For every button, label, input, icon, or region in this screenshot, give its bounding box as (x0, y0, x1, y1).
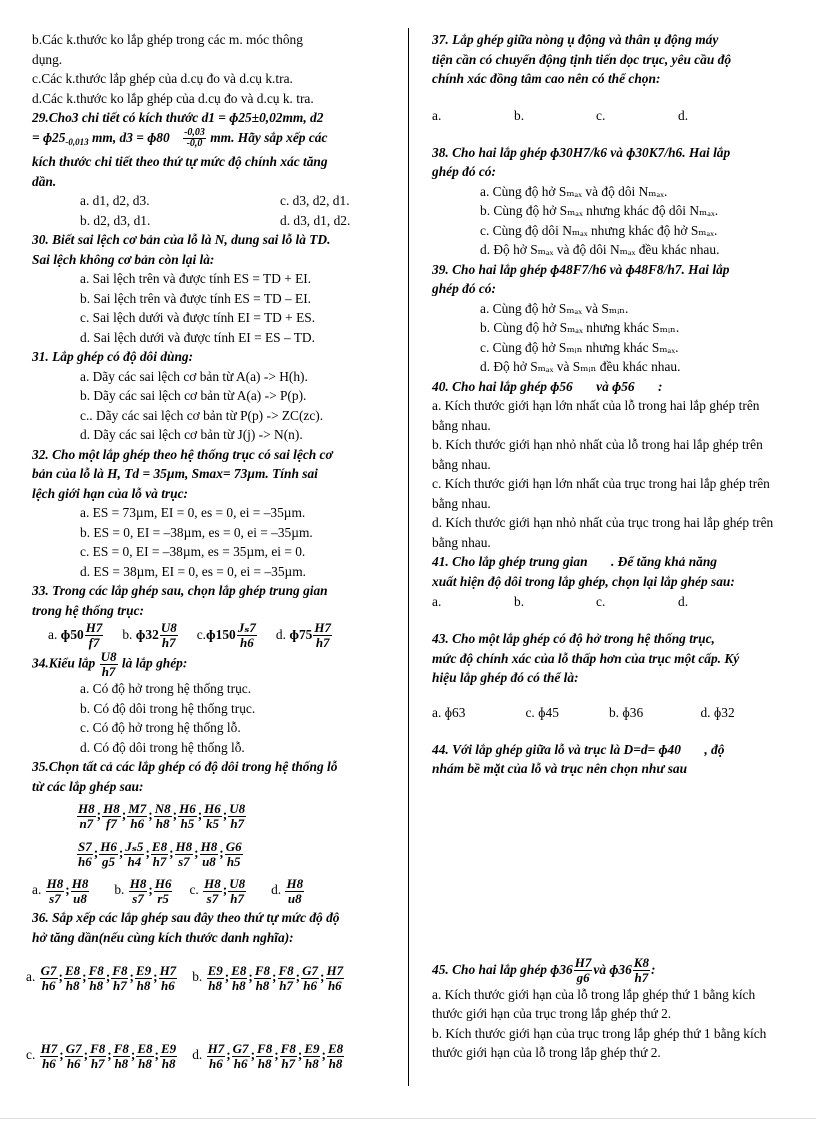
q35-row2-fit-6 (200, 840, 219, 869)
q28-option-c: c.Các k.thước lắp ghép của d.cụ đo và d.cụ k.tra. (32, 71, 293, 86)
q36-option-d: d. $\frac{H7}{h6}$ ; $\frac{G7}{h6}$ ; $\frac{F8}{h8}$ ; $\frac{F8}{h7}$ ; $\frac{E9}{h8}$ ; $\frac{E8}{h8}$ (192, 1040, 344, 1071)
q36-c-fit-6-numerator: E9 (161, 1040, 177, 1056)
q36-b-fit-3 (254, 964, 271, 993)
q36-b-fit-5 (301, 964, 319, 993)
q35-a-fit-2 (71, 877, 90, 906)
q35-row1-fit-6 (203, 802, 222, 831)
q36-b-fit-3-numerator: F8 (254, 962, 271, 978)
q35-row1-fit-2-numerator: H8 (103, 800, 120, 816)
q35-row2-fit-1 (77, 840, 93, 869)
q37-option-d: d. (678, 107, 689, 123)
q36-b-fit-5-denominator: h6 (303, 977, 317, 993)
separator: ; (295, 969, 301, 985)
separator: ; (65, 882, 70, 898)
q35-row1-fit-5-numerator: H6 (179, 800, 196, 816)
q31-option-c: c.. Dãy các sai lệch cơ bản từ P(p) -> ZC(zc). (80, 407, 324, 423)
q35-row1-fit-4 (154, 802, 172, 831)
q29-option-d: d. d3, d1, d2. (280, 212, 351, 228)
q36-a-fit-2-numerator: E8 (65, 962, 81, 978)
q36-c-fit-6 (160, 1042, 177, 1071)
separator: ; (121, 807, 127, 823)
q35-c-fit-1-denominator: s7 (206, 890, 219, 906)
q28-option-d: d.Các k.thước ko lắp ghép của d.cụ đo và d.cụ k. tra. (32, 90, 314, 106)
q32-option-d: d. ES = 38µm, EI = 0, es = 0, ei = –35µm. (80, 563, 307, 579)
q35-c-fit-2-numerator: U8 (229, 875, 246, 891)
left-column (26, 30, 402, 1075)
q32-stem-1: 32. Cho một lắp ghép theo hệ thống trục có sai lệch cơ (32, 446, 333, 462)
q36-stem-2: hở tăng dần(nếu cùng kích thước danh nghĩa): (32, 929, 294, 945)
q36-a-fit-3-denominator: h8 (89, 977, 104, 993)
q40-option-b: b. Kích thước giới hạn nhỏ nhất của lỗ trong hai lắp ghép trên bằng nhau. (432, 437, 763, 472)
q36-d-fit-6-denominator: h8 (328, 1055, 343, 1071)
q36-options-cd (26, 1035, 402, 1075)
q35-fits-row-2 (32, 834, 402, 872)
q44-stem-2: nhám bề mặt của lỗ và trục nên chọn như sau (432, 761, 688, 776)
q35-row1-fit-3 (127, 802, 147, 831)
q36-b-fit-6-denominator: h6 (327, 977, 342, 993)
q35-b-fit-2-denominator: r5 (157, 890, 169, 906)
q36-b-fit-1-numerator: E9 (207, 962, 223, 978)
separator: ; (83, 1047, 89, 1063)
q36-c-fit-4-numerator: F8 (113, 1040, 129, 1056)
q36-b-fit-1-denominator: h8 (208, 977, 223, 993)
q43-option-c: c. ɸ45 (525, 704, 559, 720)
q45-option-a: a. Kích thước giới hạn của lỗ trong lắp ghép thứ 1 bằng kích thước giới hạn của trục trong lắp ghép thứ 2. (432, 986, 756, 1022)
q29-stem-2: = $ɸ25_{-0,013}$ mm, d3 = ɸ80 $\frac{-0,03}{-0,0}$ mm. Hãy sắp xếp các (32, 126, 328, 149)
q40-stem: 40. Cho hai lắp ghép ɸ56 và ɸ56 : (432, 378, 663, 394)
q45-stem: 45. Cho hai lắp ghép ɸ36 $\frac{H7}{g6}$ và ɸ36 $\frac{K8}{h7}$ : (432, 954, 656, 985)
separator: ; (58, 969, 63, 985)
q43-stem-2: mức độ chính xác của lỗ thấp hơn của trục một cấp. Ký (432, 650, 740, 666)
q33-option-b: b. ɸ32 $\frac{U8}{h7}$ (122, 620, 177, 651)
q34-fit: $\frac{U8}{h7}$ (100, 649, 117, 680)
q29-stem-1: 29.Cho3 chi tiết có kích thước d1 = ɸ25±0,02mm, d2 (32, 110, 324, 125)
q36-d-fit-6 (327, 1042, 344, 1071)
separator: ; (105, 969, 111, 985)
q33-c-fit: $\frac{\text{Jₛ7}}{h6}$ (237, 620, 256, 651)
separator: ; (129, 969, 134, 985)
q29-option-c: c. d3, d2, d1. (280, 193, 350, 208)
q37-stem-2: tiện cần có chuyển động tịnh tiến dọc trục, yêu cầu độ (432, 51, 732, 67)
q37-stem-3: chính xác đồng tâm cao nên có thể chọn: (432, 71, 661, 86)
q29-options-row-2 (32, 211, 402, 231)
q35-c-fit-1-numerator: H8 (204, 875, 221, 891)
separator: ; (154, 1047, 160, 1063)
q35-stem-1: 35.Chọn tất cả các lắp ghép có độ dôi trong hệ thống lỗ (32, 759, 338, 775)
q36-a-fit-3 (88, 964, 105, 993)
q35-a-fit-1-numerator: H8 (46, 875, 64, 891)
q29-stem-3: kích thước chi tiết theo thứ tự mức độ chính xác tăng (32, 154, 328, 169)
q33-stem-1: 33. Trong các lắp ghép sau, chọn lắp ghép trung gian (32, 583, 328, 598)
q35-a-fit-2-numerator: H8 (71, 875, 89, 891)
q36-c-fit-3-denominator: h7 (90, 1055, 105, 1071)
q43-stem-3: hiệu lắp ghép đó có thể là: (432, 670, 579, 685)
q36-c-fit-4 (113, 1042, 130, 1071)
q35-b-fit-1-numerator: H8 (129, 875, 147, 891)
q41-options (432, 591, 782, 613)
q36-b-fit-1 (207, 964, 224, 993)
q35-c-fit-2-denominator: h7 (230, 890, 245, 906)
q36-d-fit-1-denominator: h6 (209, 1055, 223, 1071)
q36-d-fit-2 (232, 1042, 250, 1071)
separator: ; (224, 969, 230, 985)
q36-c-fit-1-numerator: H7 (40, 1040, 58, 1056)
q37-stem-1: 37. Lắp ghép giữa nòng ụ động và thân ụ động máy (432, 32, 719, 47)
separator: ; (93, 845, 99, 861)
q41-stem-2: xuất hiện độ dôi trong lắp ghép, chọn lại lắp ghép sau: (432, 573, 735, 589)
q35-row1-fit-2-denominator: f7 (105, 815, 117, 831)
q35-stem-2: từ các lắp ghép sau: (32, 778, 144, 794)
q39-option-b: b. Cùng độ hở Sₘₐₓ nhưng khác Sₘᵢₙ. (480, 320, 680, 335)
q31-option-a: a. Dãy các sai lệch cơ bản từ A(a) -> H(h). (80, 368, 308, 384)
q36-d-fit-3 (256, 1042, 273, 1071)
q36-d-fit-4-numerator: F8 (280, 1040, 296, 1056)
q36-d-fit-1-numerator: H7 (207, 1040, 225, 1056)
q36-c-fit-3-numerator: F8 (90, 1040, 106, 1056)
q34-option-c: c. Có độ hở trong hệ thống lỗ. (80, 720, 241, 736)
q29-option-a: a. d1, d2, d3. (80, 193, 150, 208)
q35-option-d: d. $\frac{H8}{u8}$ (271, 875, 304, 906)
q35-row2-fit-3-numerator: Jₛ5 (125, 838, 144, 854)
q36-c-fit-1-denominator: h6 (42, 1055, 56, 1071)
q39-option-c: c. Cùng độ hở Sₘᵢₙ nhưng khác Sₘₐₓ. (480, 339, 679, 355)
q31-option-d: d. Dãy các sai lệch cơ bản từ J(j) -> N(n). (80, 427, 303, 442)
q35-row2-fit-7-denominator: h5 (226, 853, 241, 869)
separator: ; (153, 969, 158, 985)
q35-row1-fit-7 (228, 802, 246, 831)
q43-option-b: b. ɸ36 (608, 704, 644, 720)
q39-stem-2: ghép đó có: (432, 281, 496, 296)
q35-row2-fit-2-denominator: g5 (102, 853, 116, 869)
q38-stem-2: ghép đó có: (432, 164, 496, 179)
q36-a-fit-2-denominator: h8 (65, 977, 80, 993)
q35-row1-fit-6-denominator: k5 (205, 815, 219, 831)
q35-row1-fit-5-denominator: h5 (180, 815, 195, 831)
q35-row1-fit-6-numerator: H6 (204, 800, 221, 816)
q36-c-fit-5 (136, 1042, 153, 1071)
q36-c-fit-5-denominator: h8 (138, 1055, 152, 1071)
q35-row1-fit-5 (178, 802, 197, 831)
q35-c-fit-1 (203, 877, 222, 906)
q37-options (432, 105, 782, 127)
q30-option-d: d. Sai lệch dưới và được tính EI = ES – TD. (80, 329, 315, 345)
separator: ; (272, 969, 277, 985)
q36-d-fit-4 (280, 1042, 297, 1071)
separator: ; (130, 1047, 136, 1063)
q36-stem-1: 36. Sắp xếp các lắp ghép sau đây theo thứ tự mức độ độ (32, 910, 340, 926)
q32-stem-2: bản của lỗ là H, Td = 35µm, Smax= 73µm. Tính sai (32, 466, 318, 481)
separator: ; (320, 969, 325, 985)
q29-option-b: b. d2, d3, d1. (80, 212, 151, 228)
q35-row1-fit-7-denominator: h7 (230, 815, 245, 831)
q40-option-c: c. Kích thước giới hạn lớn nhất của trục trong hai lắp ghép trên bằng nhau. (432, 476, 770, 511)
q32-stem-3: lệch giới hạn của lỗ và trục: (32, 485, 188, 501)
q36-b-fit-2 (230, 964, 247, 993)
q36-c-fit-1 (40, 1042, 59, 1071)
q36-b-fit-6-numerator: H7 (326, 962, 344, 978)
q36-option-a: a. $\frac{G7}{h6}$ ; $\frac{E8}{h8}$ ; $\frac{F8}{h8}$ ; $\frac{F8}{h7}$ ; $\frac{E9}{h8}$ ; $\frac{H7}{h6}$ (26, 962, 177, 993)
q35-row2-fit-3 (124, 840, 144, 869)
q35-b-fit-1 (129, 877, 148, 906)
separator: ; (96, 807, 102, 823)
q36-b-fit-3-denominator: h8 (255, 977, 270, 993)
q35-row1-fit-1-numerator: H8 (78, 800, 95, 816)
q36-a-fit-5 (135, 964, 152, 993)
q30-option-a: a. Sai lệch trên và được tính ES = TD + EI. (80, 271, 312, 286)
q41-option-d: d. (678, 594, 689, 609)
q35-c-fit-2 (228, 877, 246, 906)
q35-row2-fit-4-numerator: E8 (151, 838, 168, 854)
q33-a-fit: $\frac{H7}{f7}$ (85, 620, 103, 651)
q37-option-a: a. (432, 107, 442, 123)
q30-stem-2: Sai lệch không cơ bản còn lại là: (32, 251, 215, 267)
q33-options (32, 620, 402, 650)
q35-b-fit-1-denominator: s7 (132, 890, 144, 906)
q35-row1-fit-7-numerator: U8 (229, 800, 246, 816)
q35-b-fit-2-numerator: H6 (154, 875, 172, 891)
q33-option-c: c.ɸ150 $\frac{\text{Jₛ7}}{h6}$ (196, 620, 256, 651)
q37-option-b: b. (514, 107, 525, 123)
q39-option-a: a. Cùng độ hở Sₘₐₓ và Sₘᵢₙ. (480, 300, 629, 316)
separator: ; (219, 845, 224, 861)
q45-option-b: b. Kích thước giới hạn của trục trong lắp ghép thứ 1 bằng kích thước giới hạn của lỗ trong lắp ghép thứ 2. (432, 1025, 767, 1061)
q35-row1-fit-2 (102, 802, 121, 831)
q35-d-fit-1-numerator: H8 (286, 875, 304, 891)
q31-stem: 31. Lắp ghép có độ dôi dùng: (32, 349, 194, 364)
q32-option-b: b. ES = 0, EI = –38µm, es = 0, ei = –35µm. (80, 524, 313, 540)
q45-fit-1: $\frac{H7}{g6}$ (574, 954, 592, 985)
q35-row1-fit-4-numerator: N8 (154, 800, 171, 816)
separator: ; (107, 1047, 112, 1063)
q41-option-a: a. (432, 594, 442, 609)
q35-row2-fit-5-numerator: H8 (175, 838, 193, 854)
q38-option-d: d. Độ hở Sₘₐₓ và độ dôi Nₘₐₓ đều khác nhau. (480, 242, 720, 257)
q35-row2-fit-4-denominator: h7 (152, 853, 167, 869)
q36-d-fit-2-numerator: G7 (232, 1040, 249, 1056)
separator: ; (197, 807, 203, 823)
q41-stem-1: 41. Cho lắp ghép trung gian . Để tăng khả năng (432, 554, 717, 569)
q35-row2-fit-6-numerator: H8 (200, 838, 218, 854)
q28-option-b-cont: dụng. (32, 51, 63, 67)
separator: ; (148, 807, 153, 823)
q36-b-fit-4-numerator: F8 (278, 962, 294, 978)
separator: ; (274, 1047, 279, 1063)
q30-option-b: b. Sai lệch trên và được tính ES = TD – EI. (80, 290, 312, 306)
q38-option-b: b. Cùng độ hở Sₘₐₓ nhưng khác độ dôi Nₘₐₓ. (480, 203, 719, 218)
separator: ; (250, 1047, 256, 1063)
q35-row1-fit-1-denominator: n7 (79, 815, 94, 831)
q38-stem-1: 38. Cho hai lắp ghép ɸ30H7/k6 và ɸ30K7/h6. Hai lắp (432, 144, 731, 160)
q30-stem-1: 30. Biết sai lệch cơ bản của lỗ là N, dung sai lỗ là TD. (32, 232, 331, 247)
q35-d-fit-1-denominator: u8 (287, 890, 302, 906)
q33-option-a: a. ɸ50 $\frac{H7}{f7}$ (48, 620, 103, 651)
q36-c-fit-2-numerator: G7 (65, 1040, 82, 1056)
separator: ; (148, 882, 153, 898)
separator: ; (297, 1047, 303, 1063)
q35-a-fit-2-denominator: u8 (73, 890, 87, 906)
q35-row1-fit-3-numerator: M7 (128, 800, 147, 816)
q35-row2-fit-1-denominator: h6 (78, 853, 92, 869)
q36-b-fit-2-denominator: h8 (231, 977, 246, 993)
q36-b-fit-4-denominator: h7 (279, 977, 293, 993)
separator: ; (248, 969, 253, 985)
q36-option-c: c. $\frac{H7}{h6}$ ; $\frac{G7}{h6}$ ; $\frac{F8}{h7}$ ; $\frac{F8}{h8}$ ; $\frac{E8}{h8}$ ; $\frac{E9}{h8}$ (26, 1040, 177, 1071)
q39-option-d: d. Độ hở Sₘₐₓ và Sₘᵢₙ đều khác nhau. (480, 359, 681, 374)
page-bottom-rule (0, 1118, 816, 1119)
separator: ; (222, 882, 228, 898)
q35-option-a: a. $\frac{H8}{s7}$ ; $\frac{H8}{u8}$ (32, 875, 89, 906)
q36-d-fit-3-numerator: F8 (257, 1040, 273, 1056)
q33-option-d: d. ɸ75 $\frac{H7}{h7}$ (275, 620, 331, 651)
q41-option-b: b. (514, 594, 525, 609)
q36-b-fit-5-numerator: G7 (302, 962, 319, 978)
q43-option-a: a. ɸ63 (432, 704, 466, 720)
q35-b-fit-2 (154, 877, 173, 906)
q35-row2-fit-5-denominator: s7 (178, 853, 190, 869)
q34-option-b: b. Có độ dôi trong hệ thống trục. (80, 700, 256, 716)
q36-c-fit-2 (65, 1042, 83, 1071)
q43-stem-1: 43. Cho một lắp ghép có độ hở trong hệ thống trục, (432, 631, 715, 646)
q36-c-fit-3 (89, 1042, 106, 1071)
q35-a-fit-1-denominator: s7 (49, 890, 61, 906)
q35-row2-fit-7-numerator: G6 (225, 838, 242, 854)
q36-a-fit-1-denominator: h6 (41, 977, 56, 993)
q36-a-fit-6 (159, 964, 178, 993)
q33-stem-2: trong hệ thống trục: (32, 602, 144, 618)
q35-row2-fit-2-numerator: H6 (100, 838, 117, 854)
q36-a-fit-5-numerator: E9 (135, 962, 152, 978)
q34-option-a: a. Có độ hở trong hệ thống trục. (80, 681, 252, 697)
q40-option-d: d. Kích thước giới hạn nhỏ nhất của trục trong hai lắp ghép trên bằng nhau. (432, 515, 774, 550)
q35-fits-row-1 (32, 796, 402, 834)
separator: ; (321, 1047, 326, 1063)
q36-a-fit-3-numerator: F8 (88, 962, 104, 978)
q36-a-fit-4-denominator: h7 (113, 977, 127, 993)
separator: ; (194, 845, 199, 861)
q36-d-fit-1 (207, 1042, 226, 1071)
q35-row2-fit-3-denominator: h4 (127, 853, 142, 869)
q30-option-c: c. Sai lệch dưới và được tính EI = TD + ES. (80, 310, 316, 325)
q36-d-fit-5 (303, 1042, 320, 1071)
q35-row2-fit-2 (99, 840, 118, 869)
q35-row1-fit-1 (77, 802, 96, 831)
q31-option-b: b. Dãy các sai lệch cơ bản từ A(a) -> P(p). (80, 388, 307, 403)
q34-option-d: d. Có độ dôi trong hệ thống lỗ. (80, 739, 245, 755)
q36-d-fit-3-denominator: h8 (257, 1055, 272, 1071)
q36-b-fit-4 (278, 964, 295, 993)
q36-c-fit-5-numerator: E8 (137, 1040, 153, 1056)
q35-row2-fit-6-denominator: u8 (202, 853, 216, 869)
q36-a-fit-4-numerator: F8 (112, 962, 128, 978)
q35-option-b: b. $\frac{H8}{s7}$ ; $\frac{H6}{r5}$ (114, 875, 172, 906)
q29-stem-4: dần. (32, 173, 57, 189)
q35-row2-fit-4 (151, 840, 168, 869)
separator: ; (172, 807, 178, 823)
q36-c-fit-2-denominator: h6 (66, 1055, 81, 1071)
q33-d-fit: $\frac{H7}{h7}$ (314, 620, 331, 651)
separator: ; (222, 807, 228, 823)
right-column (432, 30, 782, 1063)
q35-d-fit-1 (285, 877, 304, 906)
q39-stem-1: 39. Cho hai lắp ghép ɸ48F7/h6 và ɸ48F8/h7. Hai lắp (432, 261, 730, 277)
q36-a-fit-6-numerator: H7 (159, 962, 177, 978)
q28-option-b: b.Các k.thước ko lắp ghép trong các m. móc thông (32, 32, 303, 47)
q32-option-c: c. ES = 0, EI = –38µm, es = 35µm, ei = 0. (80, 544, 306, 559)
q36-d-fit-2-denominator: h6 (233, 1055, 248, 1071)
q36-option-b: b. $\frac{E9}{h8}$ ; $\frac{E8}{h8}$ ; $\frac{F8}{h8}$ ; $\frac{F8}{h7}$ ; $\frac{G7}{h6}$ ; $\frac{H7}{h6}$ (192, 962, 344, 993)
q36-b-fit-2-numerator: E8 (231, 962, 247, 978)
q36-b-fit-6 (326, 964, 345, 993)
q35-row2-fit-1-numerator: S7 (78, 838, 92, 854)
q34-stem: 34.Kiểu lắp $\frac{U8}{h7}$ là lắp ghép: (32, 649, 188, 680)
q36-a-fit-2 (64, 964, 81, 993)
q41-option-c: c. (596, 594, 606, 609)
q38-option-c: c. Cùng độ dôi Nₘₐₓ nhưng khác độ hở Sₘₐₓ. (480, 222, 718, 238)
separator: ; (118, 845, 124, 861)
q45-fit-2: $\frac{K8}{h7}$ (633, 954, 649, 985)
q33-b-fit: $\frac{U8}{h7}$ (160, 620, 177, 651)
q36-a-fit-1 (40, 964, 58, 993)
q35-options (32, 872, 402, 908)
separator: ; (59, 1047, 64, 1063)
q40-option-a: a. Kích thước giới hạn lớn nhất của lỗ trong hai lắp ghép trên bằng nhau. (432, 398, 760, 433)
separator: ; (145, 845, 150, 861)
q36-d-fit-5-numerator: E9 (304, 1040, 320, 1056)
separator: ; (82, 969, 87, 985)
q35-row1-fit-4-denominator: h8 (155, 815, 170, 831)
q36-d-fit-5-denominator: h8 (305, 1055, 319, 1071)
q36-a-fit-4 (111, 964, 128, 993)
q29-options-row-1 (32, 191, 402, 211)
column-divider (408, 28, 409, 1086)
q35-row2-fit-5 (175, 840, 194, 869)
q44-stem-1: 44. Với lắp ghép giữa lỗ và trục là D=d= ɸ40 , độ (432, 741, 725, 757)
q36-options-ab (26, 957, 402, 997)
separator: ; (226, 1047, 231, 1063)
q29-tolerance-fraction: $\frac{-0,03}{-0,0}$ (184, 126, 205, 149)
separator: ; (169, 845, 174, 861)
q43-option-d: d. ɸ32 (700, 704, 735, 720)
q36-a-fit-5-denominator: h8 (136, 977, 151, 993)
q36-d-fit-4-denominator: h7 (281, 1055, 296, 1071)
q35-option-c: c. $\frac{H8}{s7}$ ; $\frac{U8}{h7}$ (189, 875, 246, 906)
q36-a-fit-1-numerator: G7 (40, 962, 57, 978)
q37-option-c: c. (596, 107, 606, 123)
q35-row1-fit-3-denominator: h6 (130, 815, 145, 831)
q36-c-fit-6-denominator: h8 (161, 1055, 176, 1071)
q35-row2-fit-7 (225, 840, 243, 869)
q32-option-a: a. ES = 73µm, EI = 0, es = 0, ei = –35µm. (80, 505, 306, 520)
q36-c-fit-4-denominator: h8 (114, 1055, 129, 1071)
q36-d-fit-6-numerator: E8 (327, 1040, 344, 1056)
q36-a-fit-6-denominator: h6 (161, 977, 175, 993)
q43-options (432, 702, 782, 724)
q38-option-a: a. Cùng độ hở Sₘₐₓ và độ dôi Nₘₐₓ. (480, 183, 668, 199)
q35-a-fit-1 (46, 877, 65, 906)
